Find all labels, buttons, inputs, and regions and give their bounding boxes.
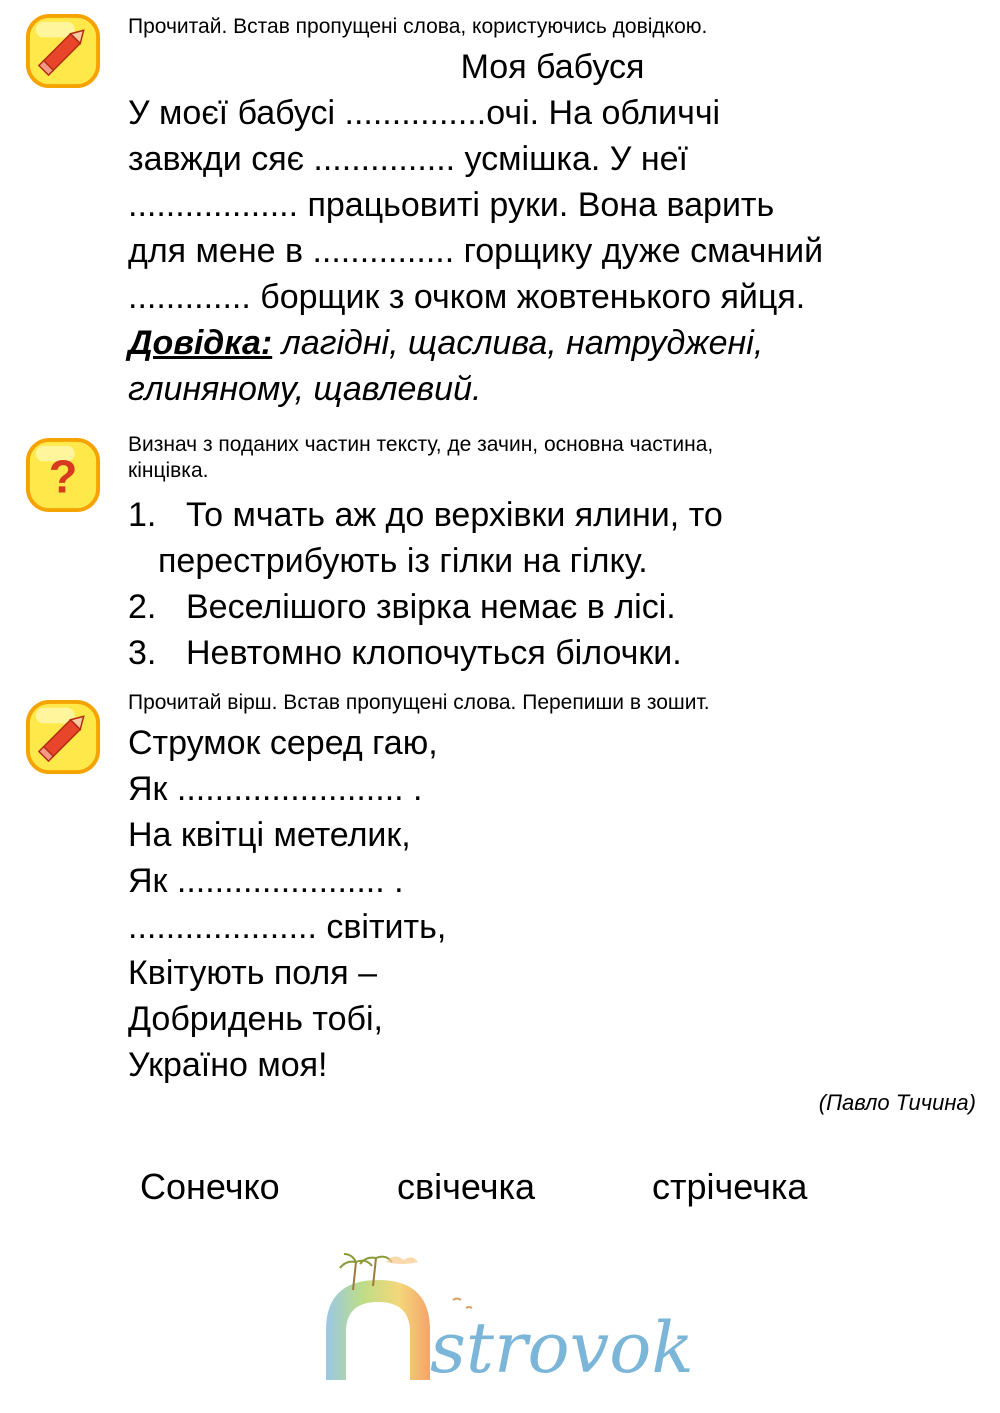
instruction-line: Визнач з поданих частин тексту, де зачин, основна частина, [128,433,714,456]
question-icon [24,436,102,514]
task3-instruction: Прочитай вірш. Встав пропущені слова. Перепиши в зошит. [128,691,710,714]
task1-title: Моя бабуся [460,48,645,86]
poem-line: Струмок серед гаю, [128,724,438,762]
poem-line: Квітують поля – [128,954,378,992]
text-line: У моєї бабусі ...............очі. На обличчі [128,94,721,132]
text-line: для мене в ............... горщику дуже смачний [128,232,824,270]
poem-line: Добридень тобі, [128,1000,383,1038]
poem-line: .................... світить, [128,908,447,946]
poem-line: Україно моя! [128,1046,328,1084]
logo-text: strovok [430,1307,694,1389]
word-option: стрічечка [652,1166,808,1207]
list-item: 2. Веселішого звірка немає в лісі. [128,588,676,626]
text-line: .................. працьовиті руки. Вона варить [128,186,775,224]
poem [128,720,446,1088]
poem-line: Як ...................... . [128,862,404,900]
pencil-icon [24,698,102,776]
poem-author: (Павло Тичина) [818,1090,976,1115]
hint-words: лагідні, щаслива, натруджені, [272,324,764,362]
text-line: завжди сяє ............... усмішка. У неї [128,140,688,178]
svg-text:?: ? [48,450,78,503]
task1-text [128,90,823,412]
word-option: Сонечко [140,1166,280,1207]
task1-instruction: Прочитай. Встав пропущені слова, користуючись довідкою. [128,15,708,38]
instruction-line: кінцівка. [128,459,209,482]
task2-instruction [128,432,713,484]
word-option: свічечка [397,1166,536,1207]
list-item-continuation: перестрибують із гілки на гілку. [158,542,648,580]
poem-line: Як ........................ . [128,770,423,808]
text-line: ............. борщик з очком жовтенького яйця. [128,278,806,316]
list-item: 3. Невтомно клопочуться білочки. [128,634,682,672]
poem-line: На квітці метелик, [128,816,411,854]
hint-label: Довідка: [128,324,273,362]
list-item: 1. То мчать аж до верхівки ялини, то [128,496,723,534]
task2-list [128,492,723,676]
hint-words: глиняному, щавлевий. [128,370,482,408]
ostrovok-logo [318,1250,758,1390]
